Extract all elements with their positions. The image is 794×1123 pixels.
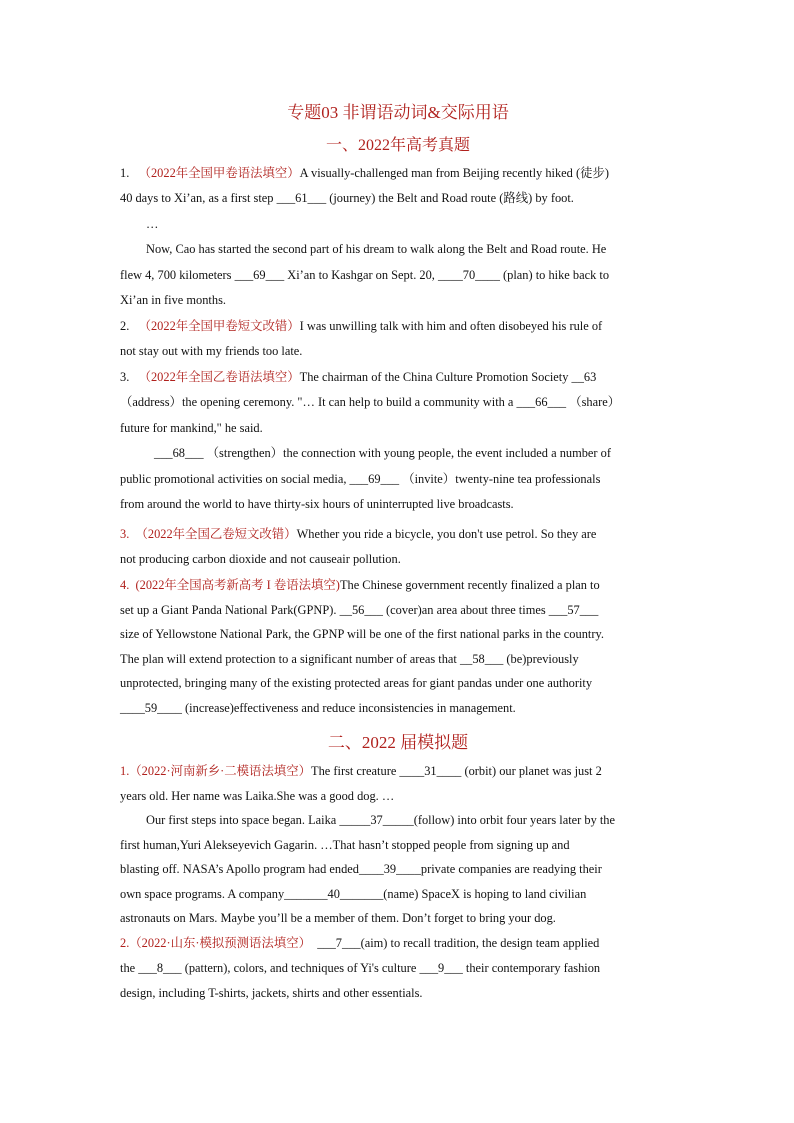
- blank-63: __63: [571, 370, 597, 384]
- question-3-error-correction: 3. （2022年全国乙卷短文改错）Whether you ride a bicycle, you don't use petrol. So they are not producing carbon dioxide and not causeair pollution.: [120, 527, 597, 567]
- blank-8: ___8___: [138, 961, 182, 975]
- blank-69: ___69___: [234, 267, 285, 282]
- section-heading-mock: 二、2022 届模拟题: [327, 733, 469, 752]
- blank-66: ___66___: [516, 395, 567, 410]
- question-3: 3. （2022年全国乙卷语法填空）The chairman of the China Culture Promotion Society __63 （address）the opening ceremony. "… It can help to build a community with a ___66___ （share） future for mankind," he said. ___68___ （strengthen）the connection with young people, the event included a number of public promotional activities on social media, ___69___ （invite）twenty-nine tea professionals from around the world to have thirty-six hours of uninterrupted live broadcasts.: [120, 370, 621, 512]
- blank-9: ___9___: [419, 961, 463, 975]
- mock-question-1: 1.（2022·河南新乡·二模语法填空）The first creature ____31____ (orbit) our planet was just 2 years old. Her name was Laika.She was a good dog. … Our first steps into space began. Laika _____37_____(follow) into orbit four years later by the first human,Yuri Alekseyevich Gagarin. …That hasn’t stopped people from signing up and blasting off. NASA’s Apollo program had ended____39____private companies are readying their own space programs. A company_______40_______(name) SpaceX is hoping to land civilian astronauts on Mars. Maybe you’ll be a member of them. Don’t forget to bring your dog.: [120, 764, 616, 925]
- blank-57: ___57___: [548, 602, 599, 617]
- blank-69b: ___69___: [349, 471, 400, 486]
- question-1: 1. （2022年全国甲卷语法填空）A visually-challenged man from Beijing recently hiked (徒步) 40 days to Xi’an, as a first step ___61___ (journey) the Belt and Road route (路线) by foot. … Now, Cao has started the second part of his dream to walk along the Belt and Road route. He flew 4, 700 kilometers ___69___ Xi’an to Kashgar on Sept. 20, ____70____ (plan) to hike back to Xi’an in five months.: [120, 166, 610, 308]
- source-label: 2.（2022·山东·模拟预测语法填空）: [120, 936, 312, 950]
- source-label: （2022年全国乙卷语法填空）: [138, 370, 300, 384]
- page-title: 专题03 非谓语动词&交际用语: [287, 103, 509, 122]
- blank-31: ____31____: [399, 764, 462, 778]
- source-label: （2022年全国乙卷短文改错）: [135, 527, 297, 541]
- blank-40: _______40_______: [284, 886, 384, 901]
- blank-68: ___68___: [154, 446, 204, 461]
- blank-37: _____37_____: [339, 813, 414, 827]
- blank-7: ___7___: [317, 936, 361, 950]
- blank-58: __58___: [459, 651, 504, 666]
- blank-59: ____59____: [120, 700, 182, 715]
- source-label: （2022年全国甲卷语法填空）: [138, 166, 300, 180]
- question-2: 2. （2022年全国甲卷短文改错）I was unwilling talk with him and often disobeyed his rule of not stay out with my friends too late.: [120, 319, 603, 359]
- source-label: （2022年全国甲卷短文改错）: [138, 319, 300, 333]
- blank-61: ___61___: [276, 191, 327, 206]
- blank-39: ____39____: [358, 862, 421, 876]
- mock-question-2: 2.（2022·山东·模拟预测语法填空） ___7___(aim) to recall tradition, the design team applied the ___8___ (pattern), colors, and techniques of Yi's culture ___9___ their contemporary fashion design, including T-shirts, jackets, shirts and other essentials.: [120, 936, 601, 1000]
- source-label: (2022年全国高考新高考 I 卷语法填空): [135, 578, 340, 592]
- blank-56: __56___: [339, 602, 383, 617]
- section-heading-gaokao: 一、2022年高考真题: [325, 137, 470, 154]
- question-4: 4. (2022年全国高考新高考 I 卷语法填空)The Chinese government recently finalized a plan to set up a Giant Panda National Park(GPNP). __56___ (cover)an area about three times ___57___ size of Yellowstone National Park, the GPNP will be one of the first national parks in the country. The plan will extend protection to a significant number of areas that __58___ (be)previously unprotected, bringing many of the existing protected areas for giant pandas under one authority ____59____ (increase)effectiveness and reduce inconsistencies in management.: [120, 578, 604, 715]
- blank-70: ____70____: [437, 267, 500, 282]
- source-label: 1.（2022·河南新乡·二模语法填空）: [120, 764, 312, 778]
